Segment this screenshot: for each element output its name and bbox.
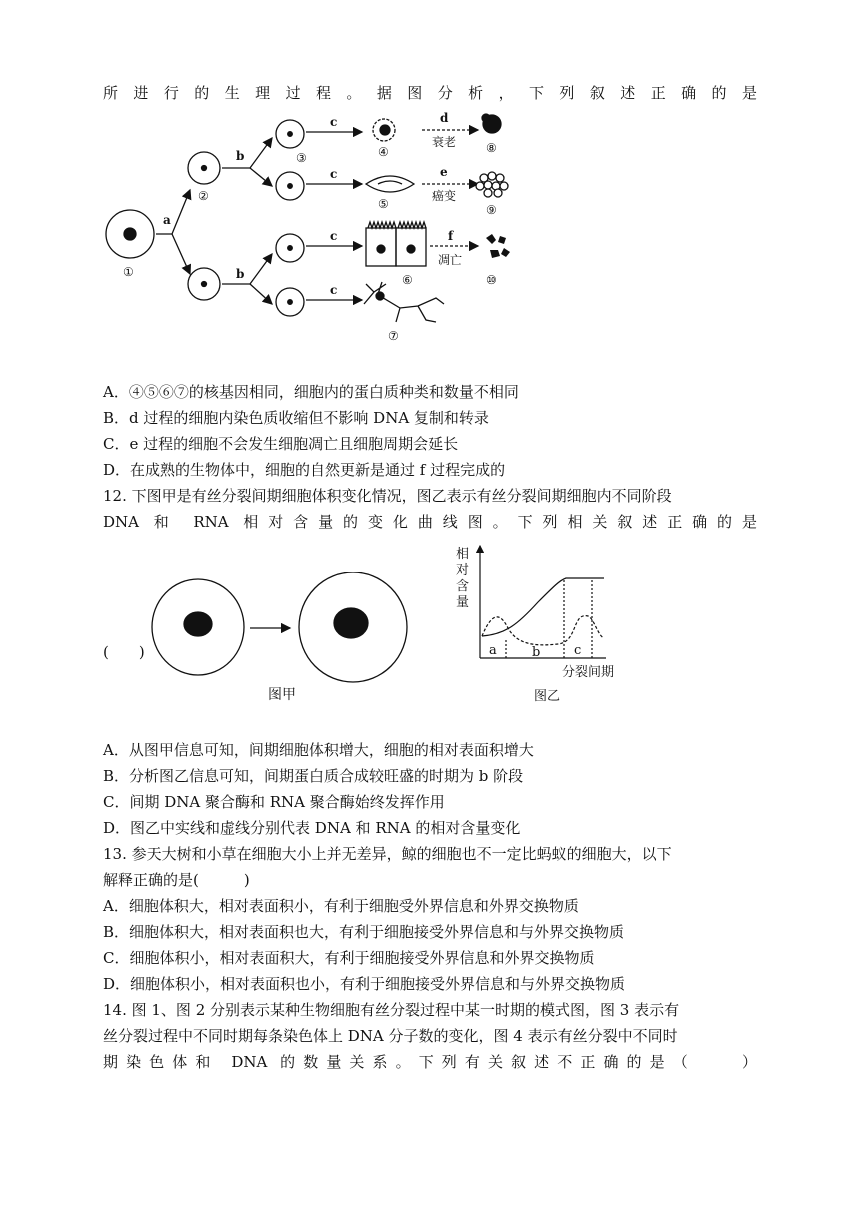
label-f: f <box>448 229 454 243</box>
label-cell-2: ② <box>198 189 209 203</box>
q14-stem-line3: 期染色体和 DNA 的数量关系。下列有关叙述不正确的是（ ） <box>103 1053 757 1071</box>
label-a: a <box>163 213 171 227</box>
dna-curve-solid <box>482 578 604 636</box>
label-c4: c <box>330 283 338 297</box>
y-axis-label-1: 相 <box>456 547 470 562</box>
figure-jia-label: 图甲 <box>268 687 296 703</box>
label-cell-10: ⑩ <box>486 273 497 287</box>
y-axis-label-4: 量 <box>456 595 470 610</box>
y-axis-label-3: 含 <box>456 579 470 594</box>
label-apoptosis: 凋亡 <box>438 253 463 267</box>
label-c1: c <box>330 115 338 129</box>
q11-option-a: A．④⑤⑥⑦的核基因相同，细胞内的蛋白质种类和数量不相同 <box>103 383 519 401</box>
q12-option-c: C．间期 DNA 聚合酶和 RNA 聚合酶始终发挥作用 <box>103 793 445 811</box>
label-cell-1: ① <box>123 265 134 279</box>
y-axis-label-2: 对 <box>456 563 470 578</box>
q12-blank: ( ) <box>103 643 145 661</box>
q11-option-b: B．d 过程的细胞内染色质收缩但不影响 DNA 复制和转录 <box>103 409 489 427</box>
label-d: d <box>440 111 449 125</box>
q12-stem-line2: DNA 和 RNA 相对含量的变化曲线图。下列相关叙述正确的是 <box>103 513 757 531</box>
segment-a: a <box>489 643 497 658</box>
q12-option-d: D．图乙中实线和虚线分别代表 DNA 和 RNA 的相对含量变化 <box>103 819 521 837</box>
label-aging: 衰老 <box>432 135 457 149</box>
label-cell-8: ⑧ <box>486 141 497 155</box>
segment-c: c <box>574 643 582 658</box>
label-cell-3: ③ <box>296 151 307 165</box>
cell-process-diagram <box>100 108 540 348</box>
q12-option-b: B．分析图乙信息可知，间期蛋白质合成较旺盛的时期为 b 阶段 <box>103 767 524 785</box>
rna-curve-dashed <box>482 616 604 645</box>
label-cell-5: ⑤ <box>378 197 389 211</box>
q14-stem-line2: 丝分裂过程中不同时期每条染色体上 DNA 分子数的变化，图 4 表示有丝分裂中不同时 <box>103 1027 678 1045</box>
label-b1: b <box>236 149 245 163</box>
figure-yi-label: 图乙 <box>534 689 561 704</box>
label-b2: b <box>236 267 245 281</box>
label-cell-7: ⑦ <box>388 329 399 343</box>
q11-option-c: C．e 过程的细胞不会发生细胞凋亡且细胞周期会延长 <box>103 435 459 453</box>
q13-option-d: D．细胞体积小，相对表面积也小，有利于细胞接受外界信息和与外界交换物质 <box>103 975 626 993</box>
q13-stem-line1: 13. 参天大树和小草在细胞大小上并无差异，鲸的细胞也不一定比蚂蚁的细胞大，以下 <box>103 845 672 863</box>
q12-option-a: A．从图甲信息可知，间期细胞体积增大，细胞的相对表面积增大 <box>103 741 534 759</box>
q11-stem: 所进行的生理过程。据图分析，下列叙述正确的是 <box>103 84 757 102</box>
q13-option-a: A．细胞体积大，相对表面积小，有利于细胞受外界信息和外界交换物质 <box>103 897 579 915</box>
label-cancer: 癌变 <box>432 189 457 203</box>
segment-b: b <box>532 645 541 660</box>
q13-option-b: B．细胞体积大，相对表面积也大，有利于细胞接受外界信息和与外界交换物质 <box>103 923 625 941</box>
label-cell-4: ④ <box>378 145 389 159</box>
label-e: e <box>440 165 448 179</box>
label-c2: c <box>330 167 338 181</box>
label-c3: c <box>330 229 338 243</box>
q13-stem-line2: 解释正确的是( ) <box>103 871 250 889</box>
label-cell-9: ⑨ <box>486 203 497 217</box>
figure-jia <box>148 572 418 710</box>
q14-stem-line1: 14. 图 1、图 2 分别表示某种生物细胞有丝分裂过程中某一时期的模式图，图 3 表示有 <box>103 1001 680 1019</box>
x-axis-label: 分裂间期 <box>562 665 615 680</box>
label-cell-6: ⑥ <box>402 273 413 287</box>
q12-stem-line1: 12. 下图甲是有丝分裂间期细胞体积变化情况，图乙表示有丝分裂间期细胞内不同阶段 <box>103 487 672 505</box>
q13-option-c: C．细胞体积小，相对表面积大，有利于细胞接受外界信息和外界交换物质 <box>103 949 595 967</box>
figure-yi <box>448 542 648 706</box>
q11-option-d: D．在成熟的生物体中，细胞的自然更新是通过 f 过程完成的 <box>103 461 506 479</box>
